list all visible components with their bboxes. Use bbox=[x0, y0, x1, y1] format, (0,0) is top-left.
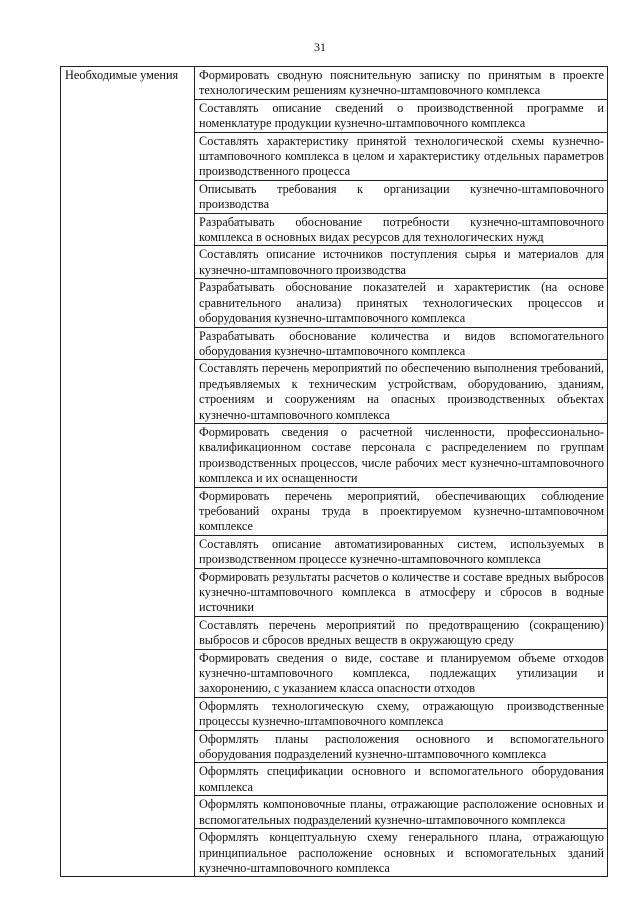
skill-item: Разрабатывать обоснование показателей и характеристик (на основе сравнительного анализа) принятых технологических процессов и оборудования кузнечно-штамповочного комплекса bbox=[195, 279, 608, 327]
skill-item: Оформлять компоновочные планы, отражающие расположение основных и вспомогательных подразделений кузнечно-штамповочного комплекса bbox=[195, 796, 608, 829]
skill-item: Описывать требования к организации кузнечно-штамповочного производства bbox=[195, 180, 608, 213]
skill-item: Составлять характеристику принятой технологической схемы кузнечно-штамповочного комплекса в целом и характеристику отдельных параметров производственного процесса bbox=[195, 132, 608, 180]
skill-item: Формировать сведения о расчетной численности, профессионально-квалификационном составе персонала с распределением по группам производственных процессов, числе рабочих мест кузнечно-штамповочного комплекса и их оснащенности bbox=[195, 423, 608, 487]
skill-row bbox=[61, 67, 608, 100]
skill-item: Разрабатывать обоснование потребности кузнечно-штамповочного комплекса в основных видах ресурсов для технологических нужд bbox=[195, 213, 608, 246]
skill-item: Разрабатывать обоснование количества и видов вспомогательного оборудования кузнечно-штамповочного комплекса bbox=[195, 327, 608, 360]
skill-item: Составлять перечень мероприятий по предотвращению (сокращению) выбросов и сбросов вредных веществ в окружающую среду bbox=[195, 616, 608, 649]
skill-item: Составлять описание сведений о производственной программе и номенклатуре продукции кузнечно-штамповочного комплекса bbox=[195, 99, 608, 132]
skill-item: Формировать сводную пояснительную записку по принятым в проекте технологическим решениям кузнечно-штамповочного комплекса bbox=[195, 67, 608, 100]
skill-item: Составлять описание источников поступления сырья и материалов для кузнечно-штамповочного производства bbox=[195, 246, 608, 279]
skill-item: Оформлять планы расположения основного и вспомогательного оборудования подразделений кузнечно-штамповочного комплекса bbox=[195, 730, 608, 763]
skills-table bbox=[60, 66, 608, 877]
skill-item: Формировать перечень мероприятий, обеспечивающих соблюдение требований охраны труда в проектируемом кузнечно-штамповочном комплексе bbox=[195, 487, 608, 535]
page-number: 31 bbox=[314, 40, 326, 54]
skill-item: Оформлять спецификации основного и вспомогательного оборудования комплекса bbox=[195, 763, 608, 796]
skill-item: Оформлять концептуальную схему генерального плана, отражающую принципиальное расположение основных и вспомогательных зданий кузнечно-штамповочного комплекса bbox=[195, 829, 608, 877]
skill-item: Составлять описание автоматизированных систем, используемых в производственном процессе кузнечно-штамповочного комплекса bbox=[195, 535, 608, 568]
skill-item: Составлять перечень мероприятий по обеспечению выполнения требований, предъявляемых к техническим устройствам, оборудованию, зданиям, строениям и сооружениям на опасных производственных объектах кузнечно-штамповочного комплекса bbox=[195, 360, 608, 424]
skill-item: Формировать сведения о виде, составе и планируемом объеме отходов кузнечно-штамповочного комплекса, подлежащих утилизации и захоронению, с указанием класса опасности отходов bbox=[195, 649, 608, 697]
row-label: Необходимые умения bbox=[61, 67, 195, 877]
skill-item: Оформлять технологическую схему, отражающую производственные процессы кузнечно-штамповочного комплекса bbox=[195, 697, 608, 730]
skill-item: Формировать результаты расчетов о количестве и составе вредных выбросов кузнечно-штамповочного комплекса в атмосферу и сбросов в водные источники bbox=[195, 568, 608, 616]
